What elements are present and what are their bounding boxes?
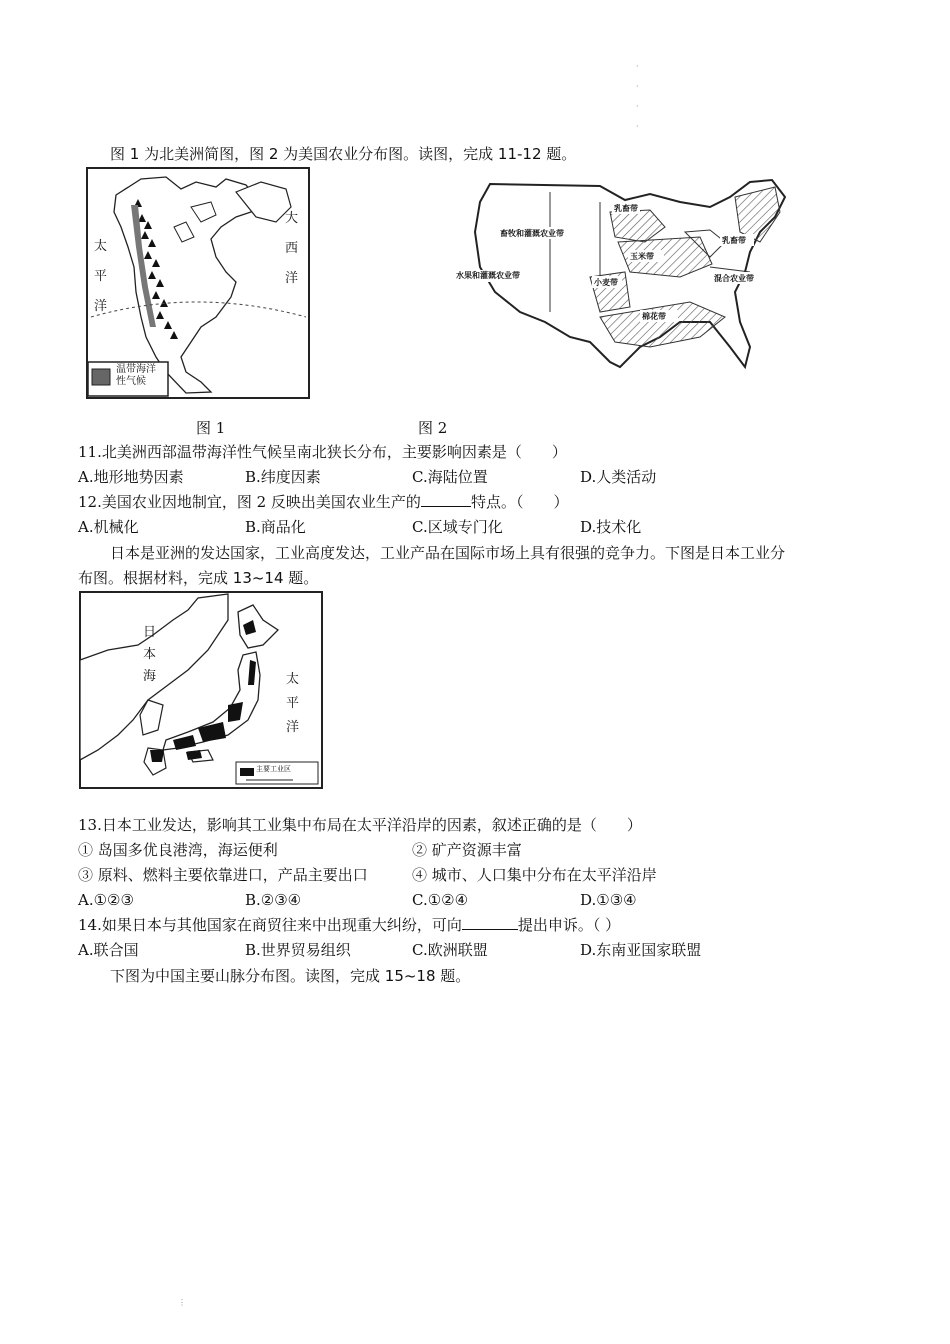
fig1-ocean-left: 太 平 洋: [94, 239, 108, 314]
q13-option-b[interactable]: B.②③④: [245, 891, 302, 909]
q12-option-d[interactable]: D.技术化: [580, 518, 642, 536]
q14-option-c[interactable]: C.欧洲联盟: [412, 941, 488, 959]
belt-label-fruit: 水果和灌溉农业带: [456, 271, 520, 280]
intro-text-2-line-1: 日本是亚洲的发达国家，工业高度发达，工业产品在国际市场上具有很强的竞争力。下图是日本工业分: [110, 544, 786, 562]
q14-option-d[interactable]: D.东南亚国家联盟: [580, 941, 702, 959]
q13-item-4: ④ 城市、人口集中分布在太平洋沿岸: [412, 866, 657, 884]
q12-blank[interactable]: [421, 492, 471, 507]
belt-label-mixed: 混合农业带: [714, 274, 754, 283]
belt-label-ranching: 畜牧和灌溉农业带: [500, 229, 564, 238]
belt-label-dairy-east: 乳畜带: [722, 236, 746, 245]
q11-option-a[interactable]: A.地形地势因素: [78, 468, 184, 486]
q13-item-2: ② 矿产资源丰富: [412, 841, 522, 859]
belt-label-wheat: 小麦带: [594, 278, 618, 287]
q14-stem: 14.如果日本与其他国家在商贸往来中出现重大纠纷，可向 提出申诉。（ ）: [78, 916, 621, 934]
fig1-caption: 图 1: [196, 419, 226, 437]
fig3-sea-label: 日 本 海: [143, 625, 157, 684]
fig1-legend-text: 温带海洋 性气候: [116, 364, 156, 387]
q11-stem: 11.北美洲西部温带海洋性气候呈南北狭长分布，主要影响因素是（ ）: [78, 443, 567, 461]
fig3-ocean-label: 太 平 洋: [286, 672, 300, 735]
margin-marks-top: · · · ·: [636, 62, 639, 131]
q13-item-1: ① 岛国多优良港湾，海运便利: [78, 841, 278, 859]
q13-option-d[interactable]: D.①③④: [580, 891, 637, 909]
figure-2-us-agriculture-map: [450, 172, 795, 402]
q11-option-c[interactable]: C.海陆位置: [412, 468, 488, 486]
fig2-caption: 图 2: [418, 419, 448, 437]
q14-option-b[interactable]: B.世界贸易组织: [245, 941, 351, 959]
q12-option-b[interactable]: B.商品化: [245, 518, 306, 536]
q14-option-a[interactable]: A.联合国: [78, 941, 139, 959]
q12-stem: 12.美国农业因地制宜，图 2 反映出美国农业生产的 特点。（ ）: [78, 493, 569, 511]
margin-marks-bottom: ⋮: [178, 1298, 186, 1307]
q12-option-a[interactable]: A.机械化: [78, 518, 139, 536]
belt-label-corn: 玉米带: [630, 252, 654, 261]
fig1-ocean-right: 大 西 洋: [285, 211, 299, 286]
q13-option-a[interactable]: A.①②③: [78, 891, 134, 909]
intro-text-2-line-2: 布图。根据材料，完成 13~14 题。: [78, 569, 319, 587]
q13-option-c[interactable]: C.①②④: [412, 891, 469, 909]
belt-label-dairy-west: 乳畜带: [614, 204, 638, 213]
fig3-legend-text: 主要工业区: [256, 765, 291, 773]
q12-option-c[interactable]: C.区域专门化: [412, 518, 503, 536]
q11-option-b[interactable]: B.纬度因素: [245, 468, 321, 486]
q14-blank[interactable]: [462, 915, 518, 930]
belt-label-cotton: 棉花带: [642, 312, 666, 321]
intro-text-3: 下图为中国主要山脉分布图。读图，完成 15~18 题。: [110, 967, 471, 985]
q13-stem: 13.日本工业发达，影响其工业集中布局在太平洋沿岸的因素，叙述正确的是（ ）: [78, 816, 642, 834]
q13-item-3: ③ 原料、燃料主要依靠进口，产品主要出口: [78, 866, 368, 884]
q11-option-d[interactable]: D.人类活动: [580, 468, 657, 486]
intro-text-1: 图 1 为北美洲简图，图 2 为美国农业分布图。读图，完成 11-12 题。: [110, 145, 577, 163]
